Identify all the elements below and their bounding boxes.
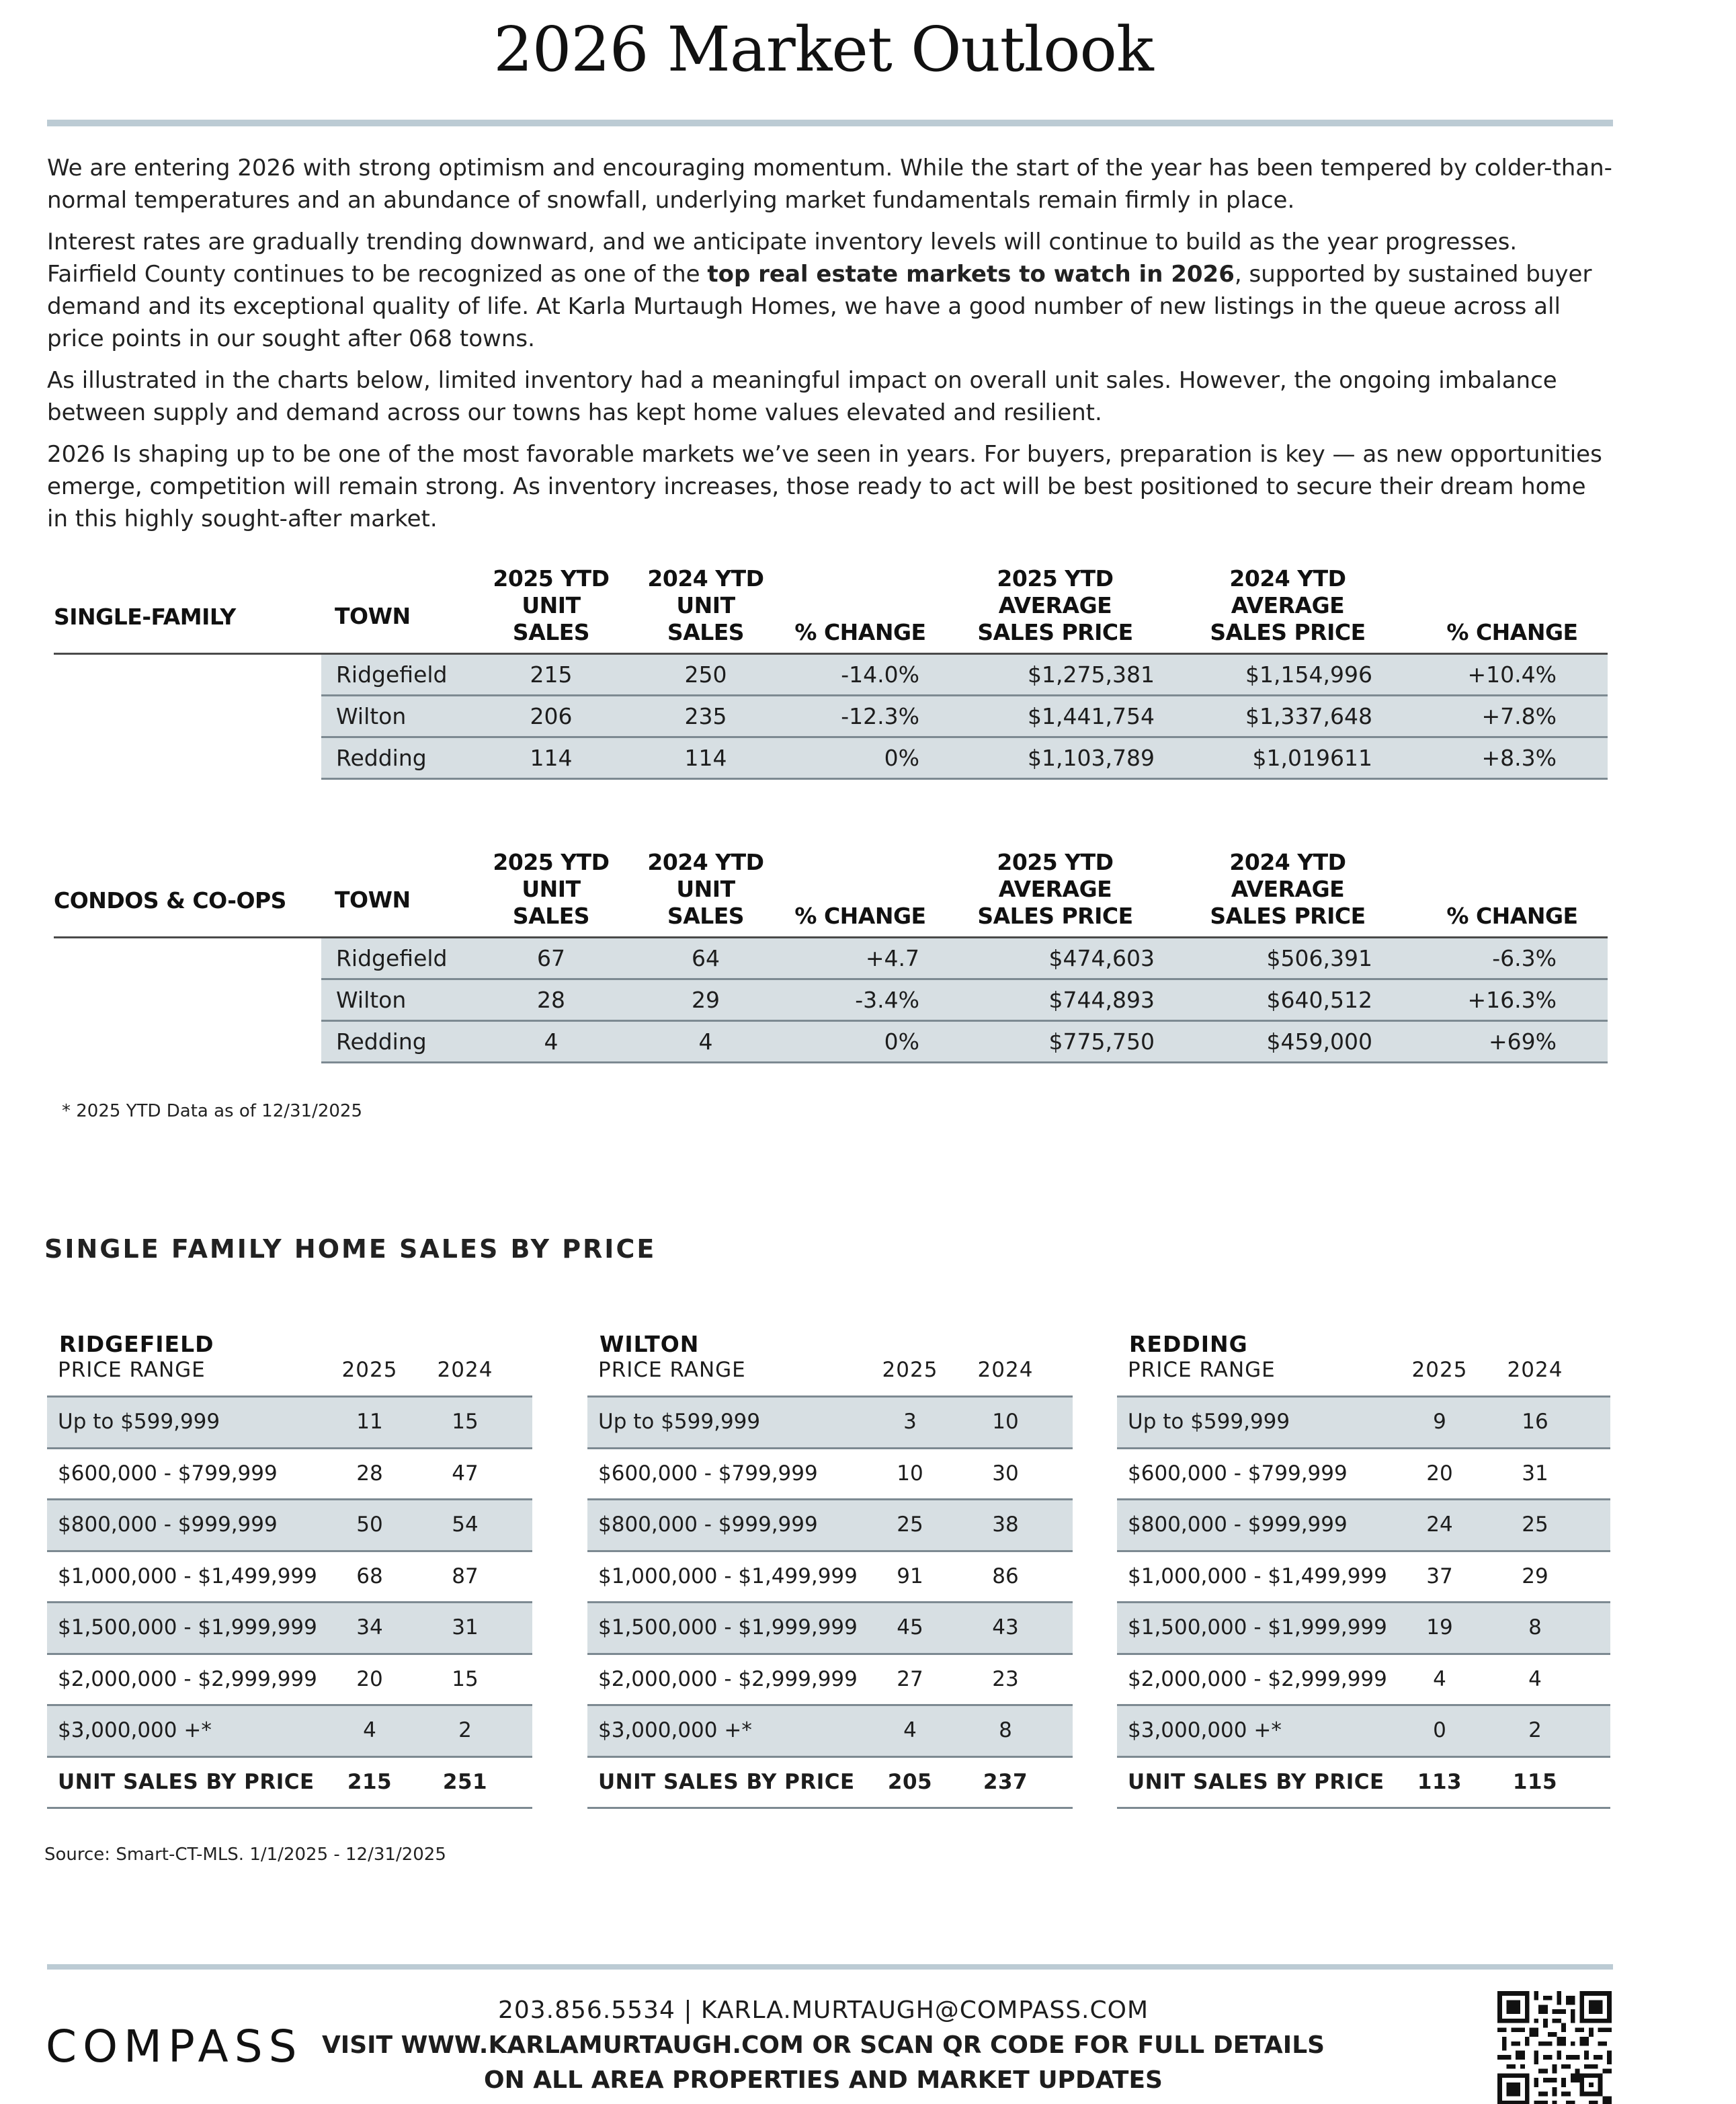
price-table-rows [1117,1395,1610,1809]
total-2025: 205 [887,1769,933,1794]
count-2025-cell: 50 [356,1512,383,1537]
avg-2025-cell: $1,441,754 [1028,703,1155,729]
price-table-town: RIDGEFIELD [59,1331,214,1357]
count-2024-cell: 23 [992,1666,1019,1691]
price-range-cell: $3,000,000 +* [598,1718,752,1742]
price-table-rows [47,1395,532,1809]
units-2024-cell: 114 [684,745,727,771]
table-row [587,1552,1073,1604]
avg-2024-cell: $640,512 [1266,987,1372,1013]
total-2024: 115 [1512,1769,1558,1794]
table-row [47,1603,532,1655]
avg-change-cell: +16.3% [1467,987,1557,1013]
avg-change-cell: +69% [1489,1028,1557,1055]
town-cell: Redding [336,1028,427,1055]
count-2024-cell: 29 [1522,1564,1548,1588]
count-2024-cell: 25 [1522,1512,1548,1537]
count-2025-cell: 0 [1433,1718,1446,1742]
units-change-cell: +4.7 [865,945,919,971]
total-2024: 251 [442,1769,488,1794]
table-row [587,1603,1073,1655]
price-range-cell: $1,500,000 - $1,999,999 [598,1615,858,1640]
avg-2025-cell: $1,103,789 [1028,745,1155,771]
col-ytd25-l2: UNIT SALES [512,592,590,645]
price-table-header [47,1358,532,1383]
table-row [1117,1500,1610,1552]
units-2025-cell: 114 [530,745,573,771]
total-row [587,1758,1073,1810]
compass-logo: COMPASS [46,2021,303,2072]
table-row [321,938,1608,980]
single-family-table [54,565,1608,771]
col-ytd25 [484,849,618,930]
price-range-cell: $1,500,000 - $1,999,999 [58,1615,317,1640]
town-cell: Ridgefield [336,945,448,971]
total-2025: 215 [347,1769,392,1794]
col-price-range: PRICE RANGE [598,1358,746,1382]
price-range-cell: $800,000 - $999,999 [598,1512,818,1537]
intro-paragraph-3: As illustrated in the charts below, limited inventory had a meaningful impact on overall unit sales. However, the ongoing imbalance between supply and demand across our towns has kept home values elevated and resilient. [47,367,1557,426]
col-2025: 2025 [882,1358,938,1382]
avg-2024-cell: $506,391 [1266,945,1372,971]
avg-change-cell: +7.8% [1481,703,1557,729]
table-row [321,980,1608,1022]
count-2025-cell: 20 [356,1666,383,1691]
units-2024-cell: 250 [684,661,727,688]
price-section-title: SINGLE FAMILY HOME SALES BY PRICE [44,1234,657,1264]
intro-p2-before: Interest rates are gradually trending downward, and we anticipate inventory levels will continue to build as the year progresses. Fairfield County continues to be recognized as one of the [47,229,1518,288]
count-2024-cell: 10 [992,1410,1019,1434]
avg-2024-cell: $1,154,996 [1245,661,1372,688]
price-table-header [587,1358,1073,1383]
price-range-cell: $3,000,000 +* [1128,1718,1282,1742]
col-avg25-l2: SALES PRICE [977,619,1133,645]
condos-table [54,849,1608,1055]
intro-paragraph-4: 2026 Is shaping up to be one of the most favorable markets we’ve seen in years. For buyers, preparation is key — as new opportunities emerge, competition will remain strong. As inventory increases, those ready to act will be best positioned to secure their dream home in this highly sought-after market. [47,441,1602,532]
count-2024-cell: 30 [992,1461,1019,1486]
count-2024-cell: 47 [452,1461,479,1486]
table-row [47,1500,532,1552]
col-avg25 [941,565,1169,646]
count-2024-cell: 15 [452,1666,479,1691]
total-row [47,1758,532,1810]
table-row [587,1655,1073,1707]
count-2024-cell: 2 [458,1718,472,1742]
source-note: Source: Smart-CT-MLS. 1/1/2025 - 12/31/2025 [44,1845,446,1865]
table-row [47,1552,532,1604]
col-ytd25-l1: 2025 YTD [493,849,610,875]
count-2024-cell: 54 [452,1512,479,1537]
table-row [321,655,1608,696]
col-avg25 [941,849,1169,930]
price-range-cell: Up to $599,999 [1128,1410,1290,1434]
col-2024: 2024 [977,1358,1034,1382]
count-2025-cell: 25 [897,1512,923,1537]
count-2025-cell: 4 [1433,1666,1446,1691]
col-2024: 2024 [1507,1358,1563,1382]
col-avg25-l1: 2025 YTD AVERAGE [997,565,1114,618]
table-row [47,1398,532,1449]
col-ytd24 [638,565,773,646]
units-change-cell: -12.3% [841,703,919,729]
count-2024-cell: 87 [452,1564,479,1588]
units-2024-cell: 29 [692,987,720,1013]
condos-label: CONDOS & CO-OPS [54,887,286,914]
total-label: UNIT SALES BY PRICE [598,1769,855,1794]
table-row [321,696,1608,738]
units-2025-cell: 67 [537,945,565,971]
avg-2024-cell: $1,019611 [1252,745,1372,771]
avg-2024-cell: $1,337,648 [1245,703,1372,729]
col-avg24 [1173,565,1402,646]
town-cell: Ridgefield [336,661,448,688]
condos-header [54,849,1608,938]
price-table-town: WILTON [600,1331,700,1357]
price-range-cell: Up to $599,999 [598,1410,761,1434]
town-cell: Wilton [336,703,407,729]
price-range-cell: $1,000,000 - $1,499,999 [1128,1564,1387,1588]
col-ytd24-l1: 2024 YTD [647,849,764,875]
town-cell: Redding [336,745,427,771]
table-row [1117,1449,1610,1501]
count-2025-cell: 4 [363,1718,376,1742]
count-2024-cell: 38 [992,1512,1019,1537]
col-avg25-l1: 2025 YTD AVERAGE [997,849,1114,902]
count-2024-cell: 43 [992,1615,1019,1640]
total-2024: 237 [983,1769,1028,1794]
col-2025: 2025 [341,1358,398,1382]
intro-p2-bold: top real estate markets to watch in 2026 [707,261,1235,288]
price-range-cell: $1,000,000 - $1,499,999 [598,1564,858,1588]
table-row [587,1398,1073,1449]
count-2025-cell: 4 [903,1718,917,1742]
total-row [1117,1758,1610,1810]
avg-2025-cell: $775,750 [1048,1028,1155,1055]
col-change: % CHANGE [794,619,926,645]
col-ytd24-l1: 2024 YTD [647,565,764,592]
count-2024-cell: 4 [1528,1666,1542,1691]
total-label: UNIT SALES BY PRICE [1128,1769,1384,1794]
cta-line-2: ON ALL AREA PROPERTIES AND MARKET UPDATES [484,2066,1163,2094]
price-range-cell: $1,500,000 - $1,999,999 [1128,1615,1387,1640]
count-2024-cell: 31 [452,1615,479,1640]
col-avg24-l1: 2024 YTD AVERAGE [1229,849,1346,902]
col-ytd24 [638,849,773,930]
intro-text [47,152,1613,544]
price-range-cell: $800,000 - $999,999 [1128,1512,1348,1537]
count-2024-cell: 16 [1522,1410,1548,1434]
table-row [1117,1655,1610,1707]
intro-p2-after: , supported by sustained buyer demand and its exceptional quality of life. At Karla Murtaugh Homes, we have a good number of new listings in the queue across all price points in our sought after 068 towns. [47,261,1592,352]
count-2025-cell: 34 [356,1615,383,1640]
price-range-cell: $600,000 - $799,999 [598,1461,818,1486]
price-range-cell: $1,000,000 - $1,499,999 [58,1564,317,1588]
col-avg25-l2: SALES PRICE [977,903,1133,929]
table-row [47,1706,532,1758]
total-label: UNIT SALES BY PRICE [58,1769,315,1794]
total-2025: 113 [1417,1769,1462,1794]
condos-body [321,938,1608,1063]
col-change: % CHANGE [794,903,926,929]
count-2025-cell: 3 [903,1410,917,1434]
units-2024-cell: 235 [684,703,727,729]
units-2025-cell: 4 [544,1028,559,1055]
table-row [47,1655,532,1707]
price-range-cell: $2,000,000 - $2,999,999 [598,1666,858,1691]
col-ytd24-l2: UNIT SALES [667,876,745,929]
units-2025-cell: 206 [530,703,573,729]
price-range-cell: $800,000 - $999,999 [58,1512,278,1537]
table-row [587,1706,1073,1758]
units-2024-cell: 64 [692,945,720,971]
table-row [587,1449,1073,1501]
avg-2025-cell: $474,603 [1048,945,1155,971]
count-2025-cell: 20 [1426,1461,1453,1486]
units-change-cell: -14.0% [841,661,919,688]
page-title: 2026 Market Outlook [493,13,1153,85]
count-2025-cell: 19 [1426,1615,1453,1640]
count-2025-cell: 11 [356,1410,383,1434]
units-2024-cell: 4 [698,1028,713,1055]
count-2024-cell: 8 [999,1718,1012,1742]
count-2024-cell: 2 [1528,1718,1542,1742]
count-2024-cell: 31 [1522,1461,1548,1486]
single-family-header [54,565,1608,655]
table-row [587,1500,1073,1552]
table-row [47,1449,532,1501]
col-ytd25 [484,565,618,646]
contact-line[interactable]: 203.856.5534 | KARLA.MURTAUGH@COMPASS.COM [497,1996,1149,2024]
bottom-divider [47,1964,1613,1970]
units-2025-cell: 215 [530,661,573,688]
count-2025-cell: 68 [356,1564,383,1588]
avg-2025-cell: $1,275,381 [1028,661,1155,688]
price-table-town: REDDING [1129,1331,1248,1357]
avg-2025-cell: $744,893 [1048,987,1155,1013]
col-ytd25-l1: 2025 YTD [493,565,610,592]
price-range-cell: $2,000,000 - $2,999,999 [58,1666,317,1691]
single-family-body [321,655,1608,780]
cta-line-1[interactable]: VISIT WWW.KARLAMURTAUGH.COM OR SCAN QR CODE FOR FULL DETAILS [321,2031,1325,2059]
count-2025-cell: 28 [356,1461,383,1486]
units-change-cell: 0% [884,745,919,771]
intro-paragraph-1: We are entering 2026 with strong optimism and encouraging momentum. While the start of the year has been tempered by colder-than-normal temperatures and an abundance of snowfall, underlying market fundamentals remain firmly in place. [47,155,1612,214]
town-cell: Wilton [336,987,407,1013]
col-town: TOWN [335,603,411,629]
col-ytd24-l2: UNIT SALES [667,592,745,645]
avg-change-cell: +8.3% [1481,745,1557,771]
price-table-rows [587,1395,1073,1809]
count-2025-cell: 37 [1426,1564,1453,1588]
single-family-label: SINGLE-FAMILY [54,604,236,630]
count-2024-cell: 86 [992,1564,1019,1588]
col-price-change: % CHANGE [1446,903,1578,929]
count-2025-cell: 24 [1426,1512,1453,1537]
col-price-range: PRICE RANGE [58,1358,206,1382]
top-divider [47,120,1613,126]
count-2025-cell: 9 [1433,1410,1446,1434]
units-2025-cell: 28 [537,987,565,1013]
col-2025: 2025 [1411,1358,1468,1382]
price-range-cell: Up to $599,999 [58,1410,220,1434]
price-range-cell: $2,000,000 - $2,999,999 [1128,1666,1387,1691]
col-avg24-l1: 2024 YTD AVERAGE [1229,565,1346,618]
intro-paragraph-2 [47,226,1613,355]
price-range-cell: $3,000,000 +* [58,1718,212,1742]
avg-change-cell: +10.4% [1467,661,1557,688]
count-2024-cell: 8 [1528,1615,1542,1640]
price-range-cell: $600,000 - $799,999 [1128,1461,1348,1486]
col-price-change: % CHANGE [1446,619,1578,645]
col-town: TOWN [335,887,411,913]
units-change-cell: 0% [884,1028,919,1055]
col-ytd25-l2: UNIT SALES [512,876,590,929]
table-row [321,1022,1608,1063]
col-avg24-l2: SALES PRICE [1210,903,1366,929]
units-change-cell: -3.4% [855,987,919,1013]
col-avg24-l2: SALES PRICE [1210,619,1366,645]
col-price-range: PRICE RANGE [1128,1358,1276,1382]
count-2025-cell: 27 [897,1666,923,1691]
table-row [1117,1398,1610,1449]
count-2025-cell: 91 [897,1564,923,1588]
col-avg24 [1173,849,1402,930]
count-2025-cell: 45 [897,1615,923,1640]
table-row [1117,1603,1610,1655]
avg-change-cell: -6.3% [1492,945,1557,971]
count-2024-cell: 15 [452,1410,479,1434]
ytd-note: * 2025 YTD Data as of 12/31/2025 [62,1101,363,1121]
table-row [321,738,1608,780]
col-2024: 2024 [437,1358,493,1382]
price-range-cell: $600,000 - $799,999 [58,1461,278,1486]
table-row [1117,1706,1610,1758]
avg-2024-cell: $459,000 [1266,1028,1372,1055]
table-row [1117,1552,1610,1604]
price-table-header [1117,1358,1602,1383]
count-2025-cell: 10 [897,1461,923,1486]
qr-code-icon[interactable] [1497,1991,1612,2104]
